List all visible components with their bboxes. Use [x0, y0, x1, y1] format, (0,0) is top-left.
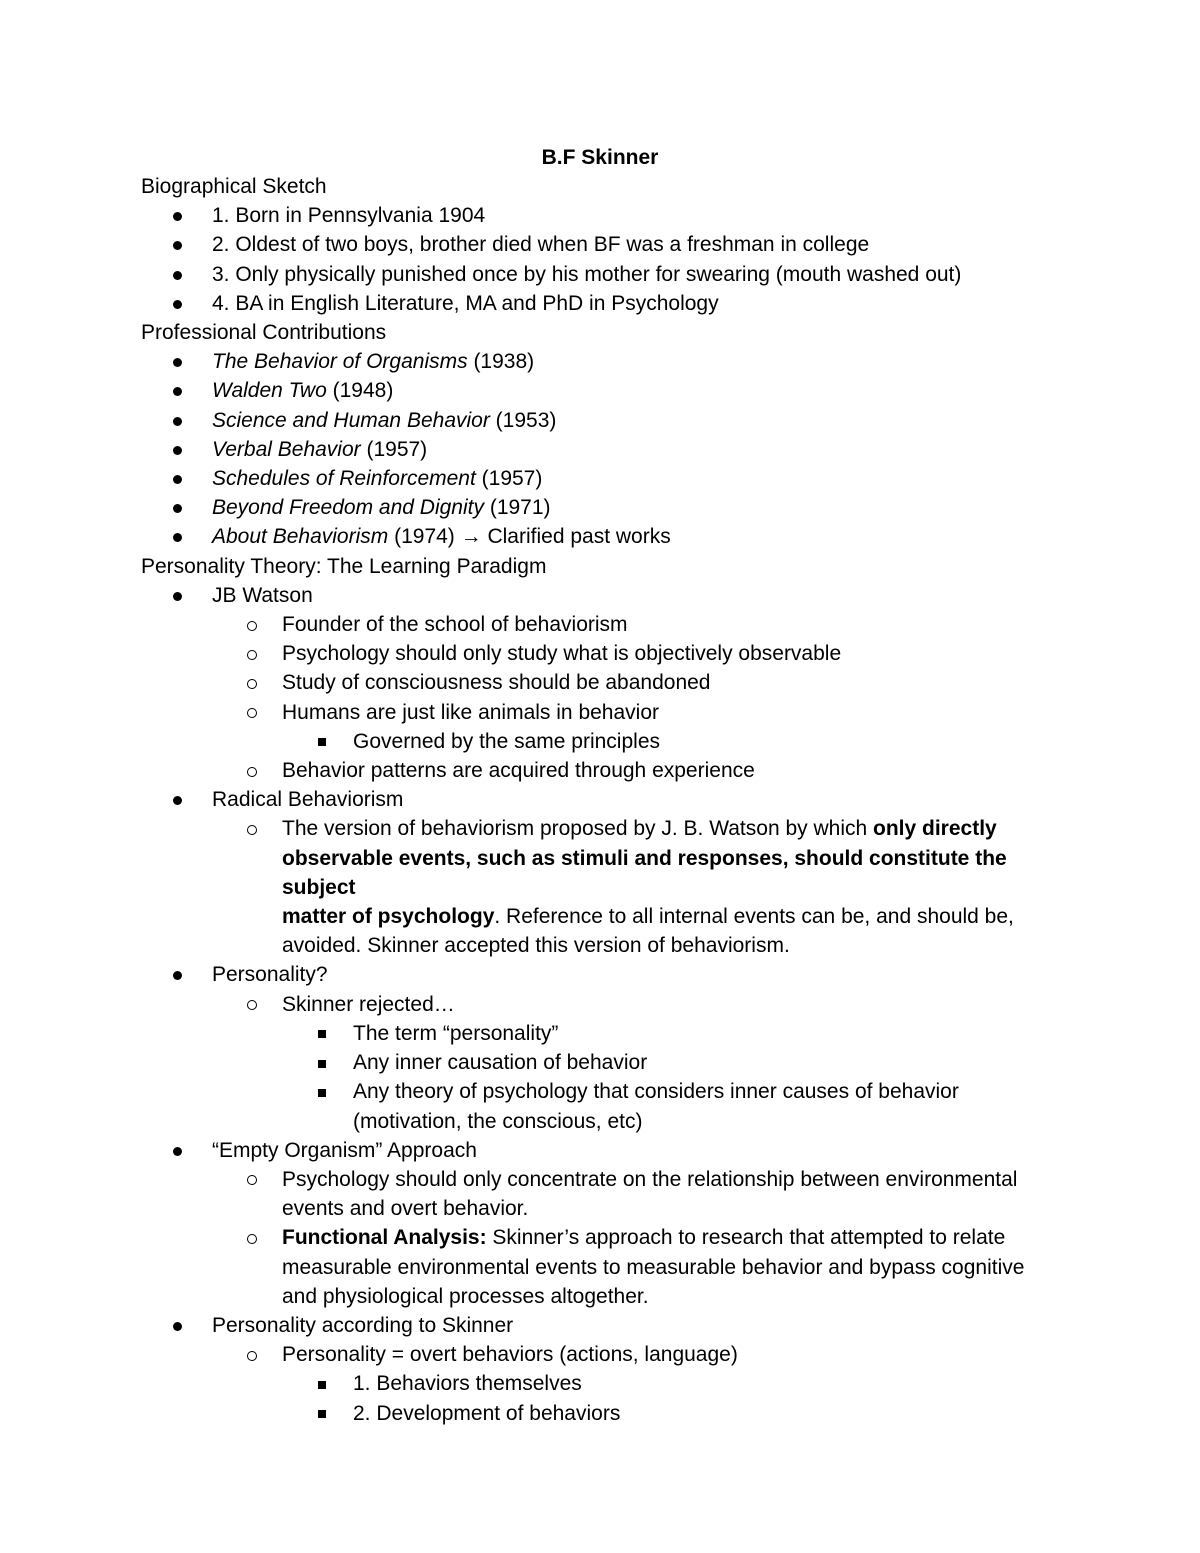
list-item: Verbal Behavior (1957): [141, 435, 1061, 464]
list-item: 1. Behaviors themselves: [141, 1369, 1061, 1398]
list-item-continuation: (motivation, the conscious, etc): [353, 1109, 643, 1133]
bullet-circle-icon: [247, 1351, 257, 1361]
list-item: Founder of the school of behaviorism: [141, 610, 1061, 639]
list-item: Study of consciousness should be abandoned: [141, 668, 1061, 697]
bullet-disc-icon: [173, 358, 182, 367]
list-item: 3. Only physically punished once by his mother for swearing (mouth washed out): [141, 260, 1061, 289]
list-item: Behavior patterns are acquired through experience: [141, 756, 1061, 785]
list-item: Psychology should only study what is objectively observable: [141, 639, 1061, 668]
list-item-continuation: observable events, such as stimuli and responses, should constitute the subject: [282, 846, 1007, 899]
bullet-disc-icon: [173, 446, 182, 455]
bullet-disc-icon: [173, 417, 182, 426]
bullet-disc-icon: [173, 1322, 182, 1331]
section-heading-theory: Personality Theory: The Learning Paradigm: [141, 554, 547, 578]
list-item: Skinner rejected…: [141, 990, 1061, 1019]
bullet-disc-icon: [173, 475, 182, 484]
bullet-disc-icon: [173, 212, 182, 221]
list-item: Schedules of Reinforcement (1957): [141, 464, 1061, 493]
list-item-continuation: and physiological processes altogether.: [282, 1284, 649, 1308]
list-item: JB Watson: [141, 581, 1061, 610]
document-body: [141, 172, 1061, 1428]
bullet-disc-icon: [173, 796, 182, 805]
list-item: 1. Born in Pennsylvania 1904: [141, 201, 1061, 230]
list-item: The Behavior of Organisms (1938): [141, 347, 1061, 376]
bullet-circle-icon: [247, 767, 257, 777]
bullet-circle-icon: [247, 708, 257, 718]
bullet-disc-icon: [173, 592, 182, 601]
list-item: 2. Development of behaviors: [141, 1399, 1061, 1428]
list-item: Any inner causation of behavior: [141, 1048, 1061, 1077]
page-title: B.F Skinner: [541, 146, 659, 169]
list-item: Science and Human Behavior (1953): [141, 406, 1061, 435]
bullet-circle-icon: [247, 1175, 257, 1185]
bullet-disc-icon: [173, 300, 182, 309]
list-item-continuation: matter of psychology. Reference to all internal events can be, and should be,: [282, 905, 1014, 929]
bullet-square-icon: [318, 1060, 326, 1068]
list-item: 2. Oldest of two boys, brother died when BF was a freshman in college: [141, 230, 1061, 259]
bullet-circle-icon: [247, 621, 257, 631]
bullet-circle-icon: [247, 679, 257, 689]
bullet-disc-icon: [173, 504, 182, 513]
list-item: “Empty Organism” Approach: [141, 1136, 1061, 1165]
list-item: Any theory of psychology that considers inner causes of behavior: [141, 1077, 1061, 1106]
list-item: Beyond Freedom and Dignity (1971): [141, 493, 1061, 522]
bullet-circle-icon: [247, 1000, 257, 1010]
bullet-disc-icon: [173, 1147, 182, 1156]
list-item: Walden Two (1948): [141, 376, 1061, 405]
list-item: Governed by the same principles: [141, 727, 1061, 756]
list-item: Personality according to Skinner: [141, 1311, 1061, 1340]
bullet-disc-icon: [173, 271, 182, 280]
bullet-square-icon: [318, 1089, 326, 1097]
list-item: Radical Behaviorism: [141, 785, 1061, 814]
bullet-circle-icon: [247, 650, 257, 660]
list-item-continuation: events and overt behavior.: [282, 1197, 529, 1221]
bullet-circle-icon: [247, 1234, 257, 1244]
list-item: Functional Analysis: Skinner’s approach to research that attempted to relate: [141, 1223, 1061, 1252]
bullet-square-icon: [318, 1381, 326, 1389]
section-heading-contributions: Professional Contributions: [141, 321, 387, 345]
bullet-circle-icon: [247, 825, 257, 835]
bullet-disc-icon: [173, 241, 182, 250]
list-item: The term “personality”: [141, 1019, 1061, 1048]
bullet-square-icon: [318, 738, 326, 746]
bullet-disc-icon: [173, 387, 182, 396]
list-item: Psychology should only concentrate on the relationship between environmental: [141, 1165, 1061, 1194]
bullet-disc-icon: [173, 971, 182, 980]
list-item: The version of behaviorism proposed by J. B. Watson by which only directly: [141, 814, 1061, 843]
list-item: About Behaviorism (1974) → Clarified past works: [141, 522, 1061, 551]
list-item-continuation: avoided. Skinner accepted this version of behaviorism.: [282, 934, 790, 958]
list-item: Personality?: [141, 960, 1061, 989]
list-item: Personality = overt behaviors (actions, language): [141, 1340, 1061, 1369]
bullet-square-icon: [318, 1030, 326, 1038]
section-heading-bio: Biographical Sketch: [141, 175, 327, 198]
list-item-continuation: measurable environmental events to measurable behavior and bypass cognitive: [282, 1255, 1025, 1279]
bullet-square-icon: [318, 1410, 326, 1418]
list-item: Humans are just like animals in behavior: [141, 698, 1061, 727]
list-item: 4. BA in English Literature, MA and PhD in Psychology: [141, 289, 1061, 318]
bullet-disc-icon: [173, 533, 182, 542]
